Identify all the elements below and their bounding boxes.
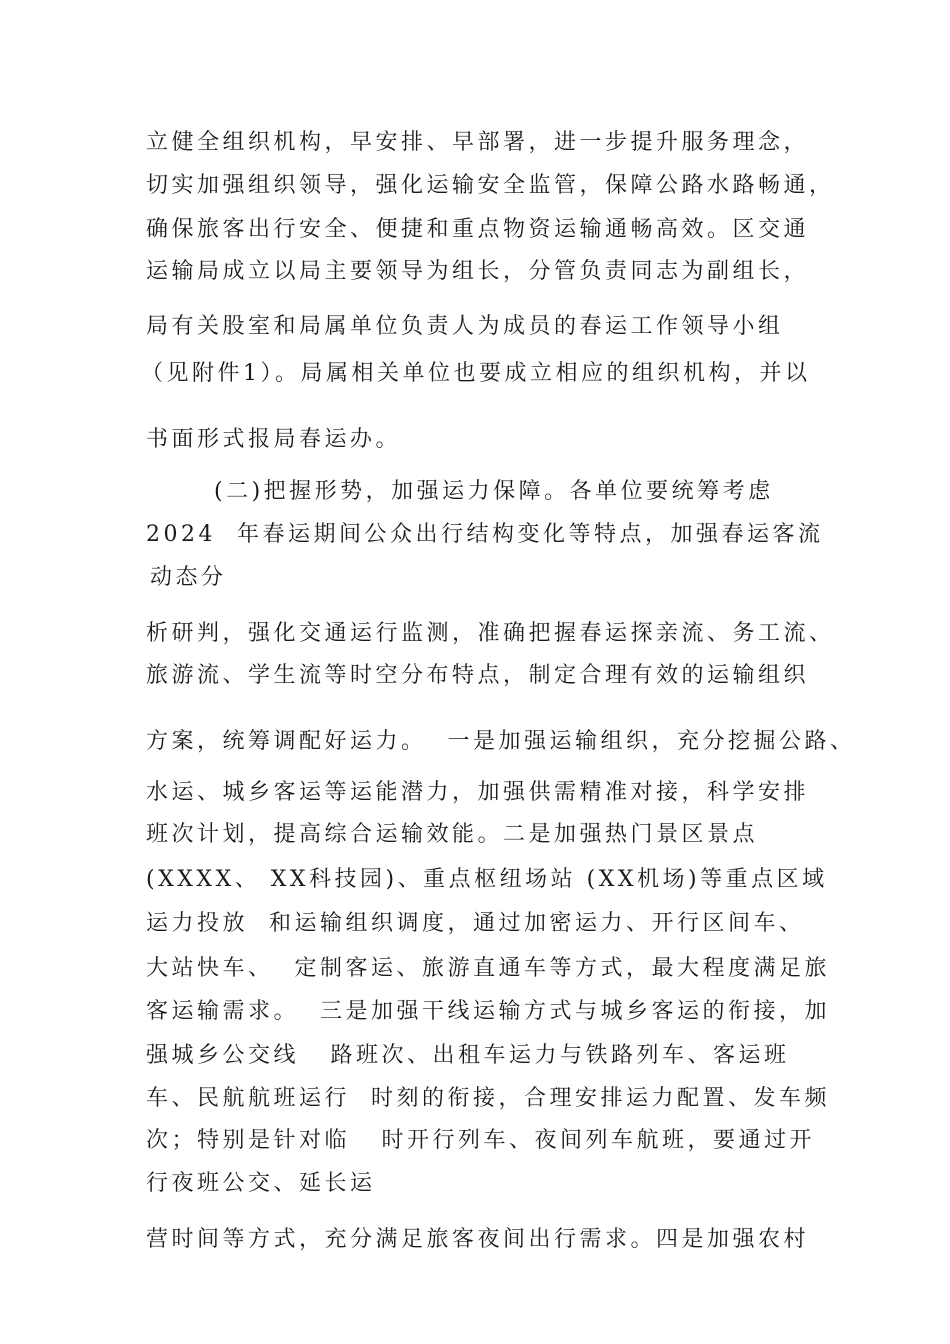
text-line-15: 班次计划，提高综合运输效能。二是加强热门景区景点 (146, 822, 759, 847)
text-line-10: 动态分 (150, 565, 227, 590)
text-line-14: 水运、城乡客运等运能潜力，加强供需精准对接，科学安排 (146, 780, 810, 805)
text-line-24: 营时间等方式，充分满足旅客夜间出行需求。四是加强农村 (146, 1227, 810, 1252)
section-heading-2: (二)把握形势，加强运力保障。各单位要统筹考虑 (214, 479, 774, 504)
text-line-6: （见附件1）。局属相关单位也要成立相应的组织机构，并以 (141, 361, 811, 386)
text-line-5: 局有关股室和局属单位负责人为成员的春运工作领导小组 (146, 314, 784, 339)
text-line-18: 大站快车、 定制客运、旅游直通车等方式，最大程度满足旅 (146, 956, 830, 981)
text-line-21: 车、民航航班运行 时刻的衔接，合理安排运力配置、发车频 (146, 1086, 830, 1111)
text-line-7: 书面形式报局春运办。 (146, 427, 402, 452)
text-line-22: 次；特别是针对临 时开行列车、夜间列车航班，要通过开 (146, 1128, 815, 1153)
text-line-11: 析研判，强化交通运行监测，准确把握春运探亲流、务工流、 (146, 621, 835, 646)
text-line-1: 立健全组织机构，早安排、早部署，进一步提升服务理念， (146, 130, 810, 155)
text-line-16: (XXXX、 XX科技园)、重点枢纽场站 (XX机场)等重点区域 (146, 867, 828, 892)
text-line-20: 强城乡公交线 路班次、出租车运力与铁路列车、客运班 (146, 1043, 790, 1068)
text-line-19: 客运输需求。 三是加强干线运输方式与城乡客运的衔接，加 (146, 999, 830, 1024)
text-line-13: 方案，统筹调配好运力。 一是加强运输组织，充分挖掘公路、 (146, 729, 856, 754)
text-line-17: 运力投放 和运输组织调度，通过加密运力、开行区间车、 (146, 911, 805, 936)
text-line-9: 2024 年春运期间公众出行结构变化等特点，加强春运客流 (146, 522, 824, 547)
text-line-3: 确保旅客出行安全、便捷和重点物资运输通畅高效。区交通 (146, 217, 810, 242)
text-line-2: 切实加强组织领导，强化运输安全监管，保障公路水路畅通， (146, 173, 835, 198)
text-line-12: 旅游流、学生流等时空分布特点，制定合理有效的运输组织 (146, 663, 810, 688)
text-line-23: 行夜班公交、延长运 (146, 1171, 376, 1196)
text-line-4: 运输局成立以局主要领导为组长，分管负责同志为副组长， (146, 259, 810, 284)
